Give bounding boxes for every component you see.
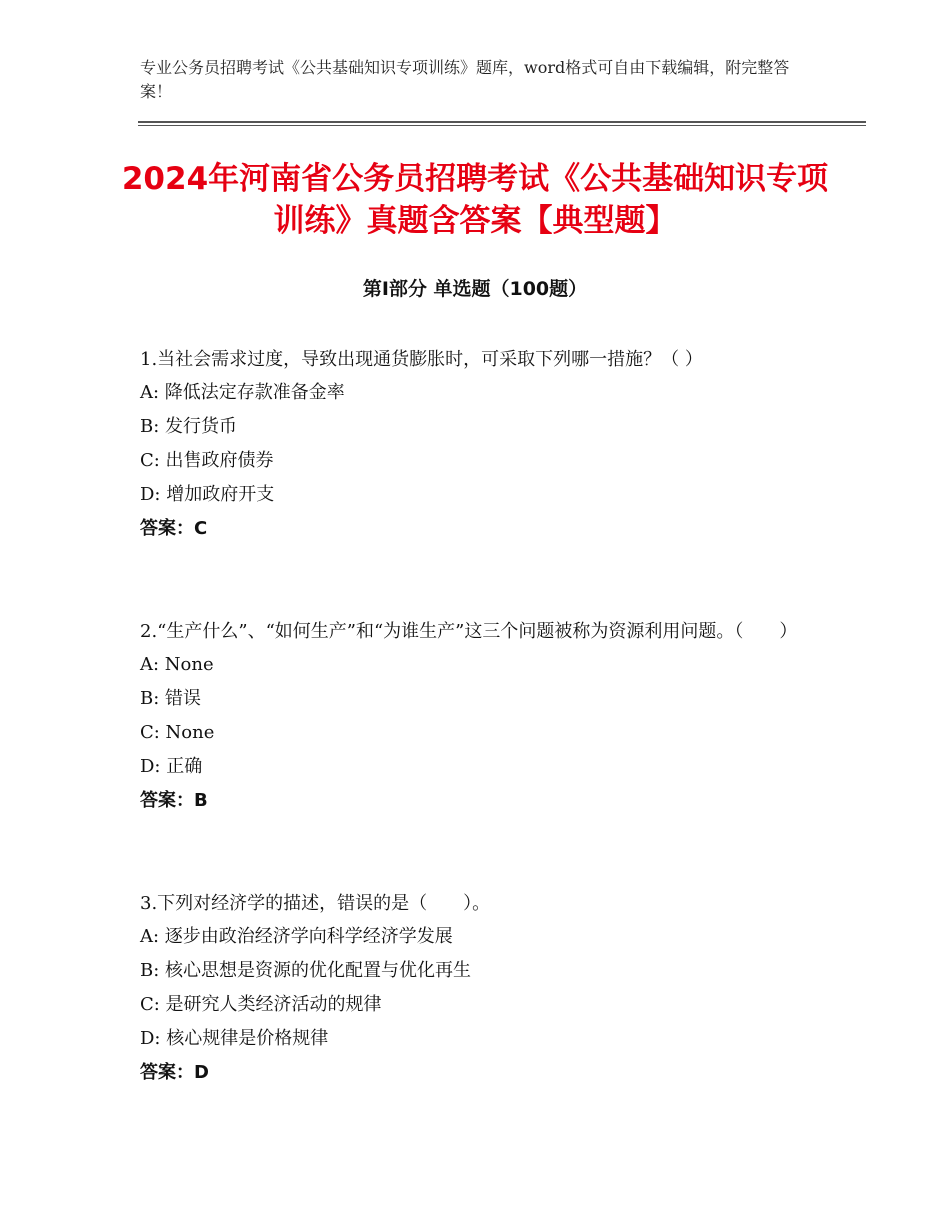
question-3	[140, 888, 800, 1090]
section-heading: 第Ⅰ部分 单选题（100题）	[362, 278, 588, 300]
option-d: D: 核心规律是价格规律	[140, 1028, 329, 1049]
header-divider-thick	[138, 121, 866, 123]
question-stem: 3.下列对经济学的描述，错误的是（ ）。	[140, 893, 491, 914]
document-title: 2024年河南省公务员招聘考试《公共基础知识专项训练》真题含答案【典型题】	[121, 161, 829, 239]
option-c: C: 是研究人类经济活动的规律	[140, 994, 382, 1015]
option-a: A: 降低法定存款准备金率	[140, 382, 345, 403]
option-c: C: 出售政府债券	[140, 450, 274, 471]
option-d: D: 正确	[140, 756, 203, 777]
option-b: B: 核心思想是资源的优化配置与优化再生	[140, 960, 472, 981]
header-note: 专业公务员招聘考试《公共基础知识专项训练》题库，word格式可自由下载编辑，附完整答案！	[140, 58, 790, 101]
answer: 答案：C	[140, 518, 208, 539]
option-a: A: None	[140, 654, 214, 675]
question-stem: 1.当社会需求过度，导致出现通货膨胀时，可采取下列哪一措施？（ ）	[140, 349, 703, 370]
answer: 答案：D	[140, 1062, 209, 1083]
question-1	[140, 344, 800, 546]
option-d: D: 增加政府开支	[140, 484, 275, 505]
question-2	[140, 616, 800, 818]
option-a: A: 逐步由政治经济学向科学经济学发展	[140, 926, 453, 947]
option-c: C: None	[140, 722, 215, 743]
option-b: B: 错误	[140, 688, 202, 709]
question-stem: 2.“生产什么”、“如何生产”和“为谁生产”这三个问题被称为资源利用问题。（ ）	[140, 621, 798, 642]
option-b: B: 发行货币	[140, 416, 238, 437]
header-divider-thin	[138, 125, 866, 126]
answer: 答案：B	[140, 790, 208, 811]
